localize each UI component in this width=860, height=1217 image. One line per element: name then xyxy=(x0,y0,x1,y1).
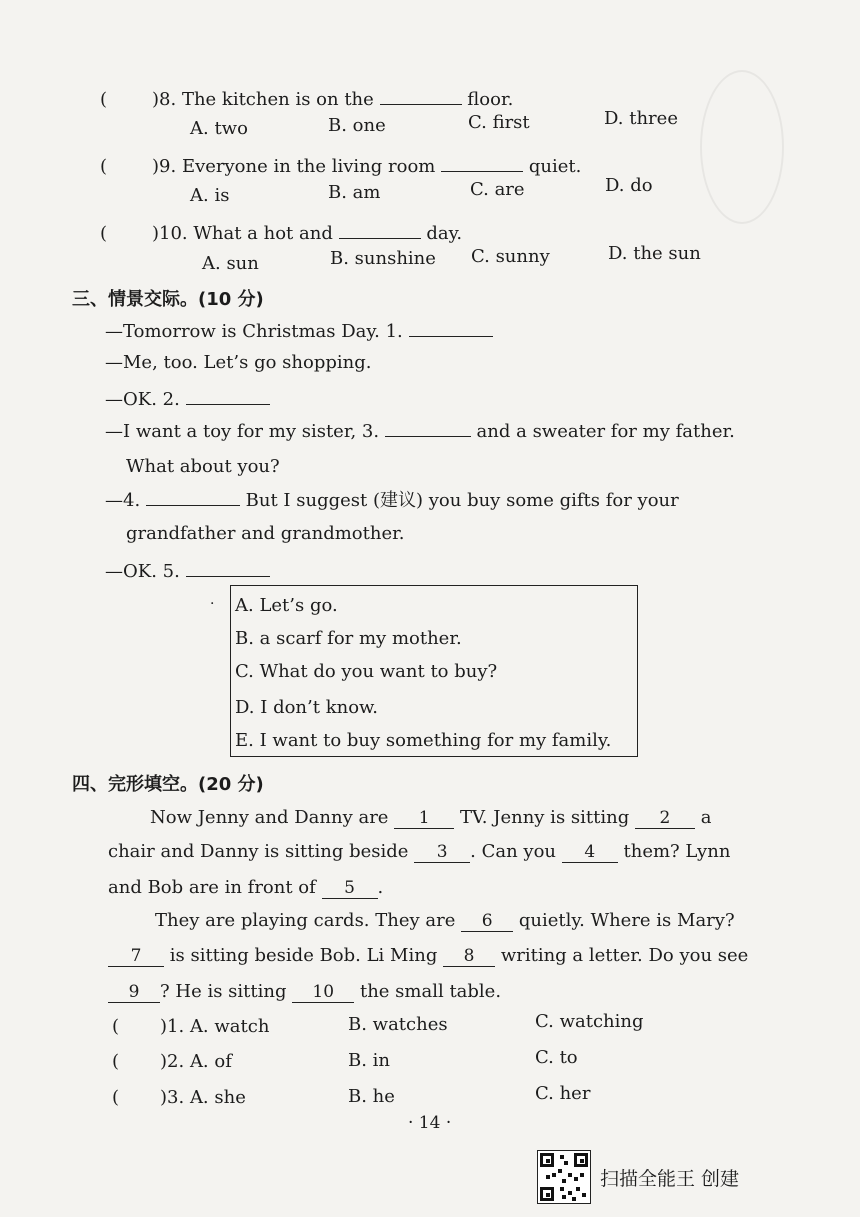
option-a: A. she xyxy=(189,1087,246,1108)
cq2-option-c: C. to xyxy=(535,1047,578,1068)
answer-blank-3[interactable] xyxy=(385,418,471,437)
cloze-blank-6[interactable]: 6 xyxy=(461,911,513,932)
q9-option-a: A. is xyxy=(190,185,230,206)
question-number: )2. xyxy=(160,1051,185,1072)
cq2-option-b: B. in xyxy=(348,1050,391,1071)
question-number: )8. xyxy=(152,89,177,110)
q8-option-b: B. one xyxy=(328,115,386,136)
answer-blank[interactable] xyxy=(441,153,523,172)
dialog-text: —Tomorrow is Christmas Day. 1. xyxy=(105,321,403,342)
cloze-text: writing a letter. Do you see xyxy=(500,945,749,966)
question-text-end: day. xyxy=(426,223,463,244)
q8-option-a: A. two xyxy=(190,118,248,139)
options-box xyxy=(230,585,638,757)
cloze-text: ? He is sitting xyxy=(160,981,287,1002)
question-number: )3. xyxy=(160,1087,185,1108)
cloze-blank-2[interactable]: 2 xyxy=(635,808,695,829)
cq1-option-c: C. watching xyxy=(535,1011,644,1032)
page-number: · 14 · xyxy=(408,1113,452,1133)
cloze-line-3 xyxy=(108,876,383,900)
cloze-text: quietly. Where is Mary? xyxy=(518,910,735,931)
dialog-text-end: and a sweater for my father. xyxy=(476,421,735,442)
answer-blank[interactable] xyxy=(339,220,421,239)
question-text-end: floor. xyxy=(467,89,514,110)
cloze-text: They are playing cards. They are xyxy=(155,910,456,931)
question-text-end: quiet. xyxy=(528,156,582,177)
box-option-b: B. a scarf for my mother. xyxy=(235,628,462,649)
dialog-text: —4. xyxy=(105,490,141,511)
cloze-line-1 xyxy=(150,806,711,830)
box-option-d: D. I don’t know. xyxy=(235,697,379,718)
cloze-line-4 xyxy=(155,909,735,933)
box-option-a: A. Let’s go. xyxy=(235,595,338,616)
question-number: )10. xyxy=(152,223,188,244)
answer-blank[interactable] xyxy=(380,86,462,105)
q10-option-d: D. the sun xyxy=(608,243,701,264)
cloze-blank-8[interactable]: 8 xyxy=(443,946,495,967)
question-9 xyxy=(100,153,581,179)
dialog-line-3 xyxy=(105,386,270,412)
question-8 xyxy=(100,86,513,112)
cloze-text: a xyxy=(700,807,712,828)
answer-paren: ( xyxy=(100,223,108,244)
question-10 xyxy=(100,220,462,246)
q10-option-b: B. sunshine xyxy=(330,248,436,269)
bullet-dot: · xyxy=(210,596,215,612)
cloze-blank-1[interactable]: 1 xyxy=(394,808,454,829)
dialog-line-2: —Me, too. Let’s go shopping. xyxy=(105,352,372,373)
option-a: A. of xyxy=(189,1051,232,1072)
box-option-e: E. I want to buy something for my family. xyxy=(235,730,612,751)
answer-blank-1[interactable] xyxy=(409,318,493,337)
cloze-text: chair and Danny is sitting beside xyxy=(108,841,409,862)
cloze-blank-5[interactable]: 5 xyxy=(322,878,378,899)
option-a: A. watch xyxy=(189,1016,270,1037)
cloze-line-5 xyxy=(108,944,748,968)
cloze-text: the small table. xyxy=(359,981,502,1002)
q9-option-b: B. am xyxy=(328,182,381,203)
cloze-text: and Bob are in front of xyxy=(108,877,316,898)
answer-paren: ( xyxy=(112,1051,120,1072)
dialog-line-7: grandfather and grandmother. xyxy=(126,523,405,544)
cloze-line-6 xyxy=(108,980,501,1004)
answer-blank-2[interactable] xyxy=(186,386,270,405)
cloze-text: . xyxy=(377,877,384,898)
answer-blank-4[interactable] xyxy=(146,487,240,506)
cq1-option-b: B. watches xyxy=(348,1014,448,1035)
cloze-blank-4[interactable]: 4 xyxy=(562,842,618,863)
cloze-question-1 xyxy=(112,1015,269,1039)
dialog-line-8 xyxy=(105,558,270,584)
q10-option-a: A. sun xyxy=(202,253,259,274)
question-text: What a hot and xyxy=(193,223,333,244)
dialog-text: —I want a toy for my sister, 3. xyxy=(105,421,380,442)
dialog-line-6 xyxy=(105,487,679,513)
qr-code-icon xyxy=(537,1150,591,1204)
cloze-blank-9[interactable]: 9 xyxy=(108,982,160,1003)
bleed-through-shape xyxy=(700,70,784,224)
question-text: The kitchen is on the xyxy=(181,89,374,110)
dialog-line-5: What about you? xyxy=(126,456,280,477)
dialog-text: —OK. 2. xyxy=(105,389,180,410)
question-number: )1. xyxy=(160,1016,185,1037)
cloze-blank-3[interactable]: 3 xyxy=(414,842,470,863)
cloze-line-2 xyxy=(108,840,730,864)
question-text: Everyone in the living room xyxy=(181,156,436,177)
cloze-text: TV. Jenny is sitting xyxy=(459,807,630,828)
q10-option-c: C. sunny xyxy=(471,246,550,267)
answer-paren: ( xyxy=(112,1087,120,1108)
answer-paren: ( xyxy=(100,89,108,110)
cloze-blank-10[interactable]: 10 xyxy=(292,982,354,1003)
scanner-watermark: 扫描全能王 创建 xyxy=(600,1168,740,1190)
q8-option-d: D. three xyxy=(604,108,678,129)
answer-blank-5[interactable] xyxy=(186,558,270,577)
question-number: )9. xyxy=(152,156,177,177)
dialog-text-end: But I suggest (建议) you buy some gifts for your xyxy=(245,490,679,511)
dialog-line-1 xyxy=(105,318,493,344)
cq3-option-b: B. he xyxy=(348,1086,395,1107)
q8-option-c: C. first xyxy=(468,112,530,133)
cloze-text: . Can you xyxy=(470,841,557,862)
section-4-title: 四、完形填空。(20 分) xyxy=(72,774,264,795)
dialog-line-4 xyxy=(105,418,735,444)
cloze-question-3 xyxy=(112,1086,246,1110)
cloze-text: is sitting beside Bob. Li Ming xyxy=(169,945,438,966)
q9-option-c: C. are xyxy=(470,179,525,200)
q9-option-d: D. do xyxy=(605,175,653,196)
answer-paren: ( xyxy=(112,1016,120,1037)
cloze-text: them? Lynn xyxy=(623,841,731,862)
box-option-c: C. What do you want to buy? xyxy=(235,661,498,682)
cq3-option-c: C. her xyxy=(535,1083,591,1104)
dialog-text: —OK. 5. xyxy=(105,561,180,582)
cloze-question-2 xyxy=(112,1050,232,1074)
section-3-title: 三、情景交际。(10 分) xyxy=(72,289,264,310)
cloze-blank-7[interactable]: 7 xyxy=(108,946,164,967)
answer-paren: ( xyxy=(100,156,108,177)
cloze-text: Now Jenny and Danny are xyxy=(150,807,389,828)
